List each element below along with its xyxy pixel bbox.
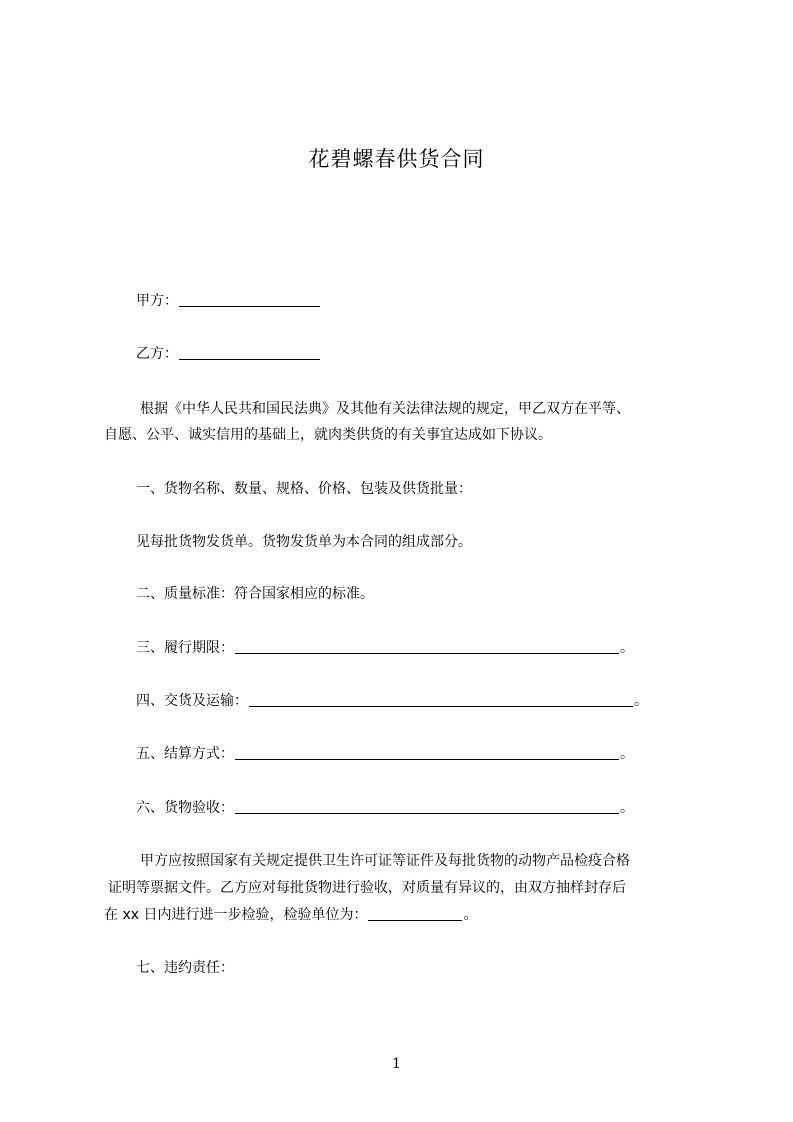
section-1-heading: 一、货物名称、数量、规格、价格、包装及供货批量： bbox=[136, 481, 472, 497]
party-a-blank bbox=[179, 292, 320, 307]
preamble-line-1: 根据《中华人民共和国民法典》及其他有关法律法规的规定，甲乙双方在平等、 bbox=[140, 401, 630, 417]
section-4-period: 。 bbox=[634, 693, 648, 709]
section-4-label: 四、交货及运输： bbox=[136, 693, 248, 709]
section-4-line bbox=[136, 691, 648, 711]
section-3-label: 三、履行期限： bbox=[136, 640, 234, 656]
section-5-line bbox=[136, 744, 634, 764]
party-b-blank bbox=[179, 345, 320, 360]
section-3-line bbox=[136, 638, 634, 658]
party-a-line bbox=[136, 291, 321, 311]
document-title: 花碧螺春供货合同 bbox=[308, 147, 485, 171]
section-6-line bbox=[136, 798, 634, 818]
section-6-body-line-1: 甲方应按照国家有关规定提供卫生许可证等证件及每批货物的动物产品检疫合格 bbox=[140, 853, 630, 869]
inspection-unit-blank bbox=[368, 906, 462, 921]
section-6-body-line-3-text: 在 xx 日内进行进一步检验，检验单位为： bbox=[104, 907, 368, 923]
section-6-period: 。 bbox=[620, 800, 634, 816]
section-6-label: 六、货物验收： bbox=[136, 800, 234, 816]
preamble-line-2: 自愿、公平、诚实信用的基础上，就肉类供货的有关事宜达成如下协议。 bbox=[104, 427, 552, 443]
section-1-body: 见每批货物发货单。货物发货单为本合同的组成部分。 bbox=[136, 534, 472, 550]
section-7-heading: 七、违约责任： bbox=[136, 960, 234, 976]
section-5-period: 。 bbox=[620, 746, 634, 762]
section-5-blank bbox=[235, 745, 619, 760]
page-number: 1 bbox=[392, 1056, 401, 1072]
section-6-blank bbox=[235, 799, 619, 814]
section-3-period: 。 bbox=[620, 640, 634, 656]
section-6-body-line-3 bbox=[104, 905, 477, 925]
party-b-label: 乙方： bbox=[136, 346, 178, 362]
party-a-label: 甲方： bbox=[136, 293, 178, 309]
section-5-label: 五、结算方式： bbox=[136, 746, 234, 762]
section-6-body-line-2: 证明等票据文件。乙方应对每批货物进行验收，对质量有异议的，由双方抽样封存后 bbox=[108, 880, 626, 896]
party-b-line bbox=[136, 344, 321, 364]
section-6-body-line-3-end: 。 bbox=[463, 907, 478, 923]
section-4-blank bbox=[249, 692, 633, 707]
section-3-blank bbox=[235, 639, 619, 654]
section-2: 二、质量标准：符合国家相应的标准。 bbox=[136, 586, 374, 602]
